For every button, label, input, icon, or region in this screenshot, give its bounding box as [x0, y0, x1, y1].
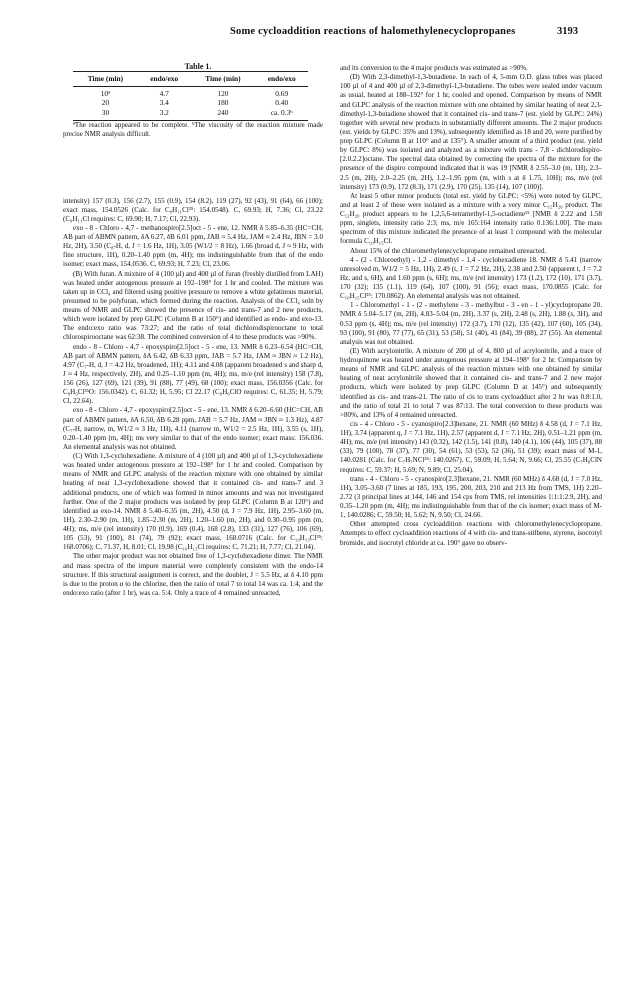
table-cell: 0.69: [275, 88, 289, 98]
table-row: [73, 86, 308, 98]
paragraph: 1 - Chloromethyl - 1 - (2 - methylene - 3 - methylbut - 3 - en - 1 - yl)cyclopropane 20. NMR δ 5.04–5.17 (m, 2H), 4.83–5.04 (m, 2H), 3.37 (s, 2H), 2.48 (s, 2H), 1.88 (s, 3H), and 0.53 ppm (s, 4H); ms, m/e (rel intensity) 172 (3.7), 170 (12), 135 (42), 107 (60), 105 (34), 93 (100), 91 (80), 77 (77), 65 (31), 53 (58), 51 (40), 41 (84), 39 (88), 27 (55). An elemental analysis was not obtained.: [340, 301, 602, 346]
paragraph: intensity) 157 (0.3), 156 (2.7), 155 (0.9), 154 (8.2), 119 (27), 92 (43), 91 (64), 66 (100); exact mass, 154.0526 (Calc. for C₉H₁₁Cl³⁵: 154.0548). C, 69.93; H, 7.36; Cl, 23.22 (C₉H₁₁Cl requires: C, 69.90; H, 7.17; Cl, 22.93).: [63, 196, 323, 223]
paragraph: exo - 8 - Chloro - 4,7 - epoxyspiro[2.5]oct - 5 - ene, 13. NMR δ 6.20–6.60 (HC=CH, AB part of ABMN pattern, δA 6.50, δB 6.28 ppm, JAB = 5.7 Hz, JAM ≈ JBN ≈ 1.3 Hz), 4.87 (C₇-H, narrow, m, W1/2 ≈ 3 Hz, 1H), 4.11 (narrow m, W1/2 = 2.5 Hz, 1H), 3.55 (s, 1H), 0.20–1.40 ppm (m, 4H); ms very similar to that of the endo isomer; exact mass: 156.036. An elemental analysis was not obtained.: [63, 406, 323, 451]
table-cell: 10ª: [100, 88, 111, 98]
table-cell: 240: [190, 108, 255, 120]
running-header: [0, 24, 625, 40]
paragraph: (C) With 1,3-cyclohexadiene. A mixture of 4 (100 µl) and 400 µl of 1,3-cyclohexadiene was heated under autogenous pressure at 192–198° for 1 hr and cooled. Comparison by means of NMR and GLPC analysis of the reaction mixture with one obtained by similar heating of neat 1,3-cyclohexadiene showed that it contained cis- and trans-7 and 3 additional products, one of which was formed in minor amounts and was not investigated further. One of the 2 major products was isolated by prep GLPC (Column B at 120°) and identified as exo-14. NMR δ 5.40–6.35 (m, 2H), 4.50 (d, J = 7.9 Hz, 1H), 2.95–3.60 (m, 1H), 2.30–2.90 (m, 1H), 1.85–2.30 (m, 2H), 1.20–1.60 (m, 2H), and 0.30–0.95 ppm (m, 4H); ms, m/e (rel intensity) 170 (0.9), 169 (0.4), 168 (2.8), 133 (31), 127 (76), 106 (69), 105 (53), 91 (100), 81 (74), 79 (92); exact mass, 168.0716 (Calc. for C₁₀H₁₃Cl³⁵: 168.0706); C, 71.37, H, 8.01; Cl, 19.98 (C₁₀H₁₃Cl requires: C, 71.21; H, 7.77; Cl, 21.04).: [63, 452, 323, 552]
right-column: [340, 64, 602, 548]
table-header: Time (min): [190, 72, 255, 84]
running-title: Some cycloaddition reactions of halomethylenecyclopropanes: [230, 26, 516, 37]
paragraph: At least 5 other minor products (total est. yield by GLPC: <5%) were noted by GLPC, and at least 2 of these were isolated as a mixture with a very minor C₁₂H₂₀ product. The C₁₂H₂₀ product appears to be 1,2,5,6-tetramethyl-1,5-octadiene¹⁵ [NMR δ 2.22 and 1.58 ppm, singlets, intensity ratio 2:3; ms, m/e 165:164 intensity ratio 0.136:1.00]. The mass spectrum of this mixture indicated the presence of at least 1 compound with the molecular formula C₁₀H₁₅Cl.: [340, 191, 602, 246]
table-row: [73, 108, 308, 120]
paragraph: Other attempted cross cycloaddition reactions with chloromethylenecyclopropane. Attempts to effect cycloaddition reactions of 4 with cis- and trans-stilbene, styrene, isocrotyl bromide, and isocrotyl chloride at ca. 190° gave no observ-: [340, 520, 602, 547]
left-column: [63, 62, 323, 598]
paragraph: The other major product was not obtained free of 1,3-cyclohexadiene dimer. The NMR and mass spectra of the impure material were completely consistent with the endo-14 structure. If this structural assignment is correct, and the doublet, J = 5.5 Hz, at δ 4.10 ppm is due to the proton α to the chlorine, then the ratio of total 7 to total 14 was ca. 1:4, and the endo:exo ratio (after 1 hr), was ca. 5:4. Only a trace of 4 remained unreacted,: [63, 552, 323, 597]
paragraph: (B) With furan. A mixture of 4 (100 µl) and 400 µl of furan (freshly distilled from LAH) was heated under autogenous pressure at 192–198° for 1 hr and cooled. The mixture was taken up in CCl₄ and filtered using positive pressure to remove a white gelatinous material, presumed to be polyfuran, which formed during the reaction. Analysis of the CCl₄ soln by means of NMR and GLPC showed the presence of cis- and trans-7 and 2 new products, which were isolated by prep GLPC (Column B at 150°) and identified as endo- and exo-13. The endo:exo ratio was 73:27; and the ratio of total dichlorodispirooctane to total chlorospirooctane was 62:38. The combined conversion of 4 to these products was >90%.: [63, 269, 323, 342]
paragraph: (E) With acrylonitrile. A mixture of 200 µl of 4, 800 µl of acrylonitrile, and a trace of hydroquinone was heated under autogenous pressure at 194–198° for 2 hr. Comparison by means of NMR and GLPC analysis of the reaction mixture with one obtained by similar heating of neat acrylonitrile showed that it contained cis- and trans-7 and 2 new major products, which were isolated by prep GLPC (Column D at 145°) and subsequently identified as cis- and trans-21. The ratio of cis to trans cycloadduct after 2 hr was 0.8:1.0, and the ratio of total 21 to total 7 was 87:13. The total conversion to these products was >80%, and 13% of 4 remained unreacted.: [340, 346, 602, 419]
table-header: Time (min): [73, 72, 138, 84]
table-cell: 0.40: [275, 98, 289, 108]
table-row: [73, 98, 308, 108]
table-header: endo/exo: [138, 72, 191, 84]
paragraph: and its conversion to the 4 major products was estimated as >90%.: [340, 64, 528, 72]
table-cell: ca. 0.3ᵇ: [255, 108, 308, 120]
table-caption: Table 1.: [184, 62, 212, 71]
table-footnote: ªThe reaction appeared to be complete. ᵇThe viscosity of the reaction mixture made precise NMR analysis difficult.: [63, 120, 323, 138]
page-number: 3193: [557, 26, 578, 37]
table-cell: 30: [73, 108, 138, 120]
paragraph: endo - 8 - Chloro - 4,7 - epoxyspiro[2.5]oct - 5 - ene, 13. NMR δ 6.23–6.54 (HC=CH, AB part of ABMN pattern, δA 6.42, δB 6.33 ppm, JAB = 5.7 Hz, JAM ≈ JBN ≈ 1.2 Hz), 4.97 (C₇-H, d, J = 4.2 Hz, broadened, 1H); 4.11 and 4.08 (apparent broadened s and sharp d, J ≈ 4 Hz, respectively, 2H), and 0.25–1.10 ppm (m, 4H); ms, m/e (rel intensity) 158 (7.8), 156 (26), 127 (69), 121 (39), 91 (88), 77 (49), 68 (100); exact mass, 156.0356 (Calc. for C₈H₉Cl³⁵O: 156.0342). C, 61.32; H, 5.95; Cl 22.17 (C₈H₉ClO requires: C, 61.35; H, 5.79; Cl, 22.64).: [63, 342, 323, 406]
paragraph: About 15% of the chloromethylenecyclopropane remained unreacted.: [350, 246, 547, 255]
table-cell: 180: [217, 98, 229, 108]
table-cell: 3.4: [159, 98, 169, 108]
paragraph: exo - 8 - Chloro - 4,7 - methanospiro[2.5]oct - 5 - ene, 12. NMR δ 5.85–6.35 (HC=CH, AB part of ABMN pattern, δA 6.27, δB 6.01 ppm, JAB ≈ 5.4 Hz, JAM ≈ 2.4 Hz, JBN = 3.0 Hz, 2H), 3.50 (C₈-H, d, J = 1.6 Hz, 1H), 3.05 (W1/2 = 8 Hz), 1.66 (broad d, J ≈ 9 Hz, with fine structure, 1H), 0.20–1.40 ppm (m, 4H); ms indistinguishable from that of the endo isomer; exact mass, 154.0536. C, 69.93; H, 7.23; Cl, 23.06.: [63, 223, 323, 269]
paragraph: 4 - (2 - Chloroethyl) - 1,2 - dimethyl - 1,4 - cyclohexadiene 18. NMR δ 5.41 (narrow unresolved m, W1/2 = 5 Hz, 1H), 2.49 (t, J = 7.2 Hz, 2H), 2.38 and 2.50 (apparent t, J = 7.2 Hz, and s, 6H), and 1.60 ppm (s, 6H); ms, m/e (rel intensity) 173 (1.2), 172 (10), 171 (3.7), 170 (32); 135 (1.1), 119 (64), 107 (100), 91 (56); exact mass, 170.0855 (Calc. for C₁₀H₁₅Cl³⁵: 170.0862). An elemental analysis was not obtained.: [340, 255, 602, 301]
paragraph: (D) With 2,3-dimethyl-1,3-butadiene. In each of 4, 5-mm O.D. glass tubes was placed 100 µl of 4 and 400 µl of 2,3-dimethyl-1,3-butadiene. The tubes were sealed under vacuum as usual, heated at 188–192° for 1 hr, cooled and opened. Comparison by means of NMR and GLPC analysis of the reaction mixture with one obtained by similar heating of neat 2,3-dimethyl-1,3-butadiene showed that it contained cis- and trans-7 (est. yield by GLPC: 24%) together with several new products in substantially different amounts. The 2 major products (est. yields by GLPC: 35% and 13%), subsequently identified as 18 and 20, were purified by prep GLPC (Column B at 110° and at 135°). A smaller amount of a third product (est. yield by GLPC: 8%) was isolated and analyzed as a mixture with trans - 7,8 - dichlorodispiro-[2.0.2.2]octane. The spectral data obtained by correcting the spectra of the mixture for the presence of the dispiro compound indicated that it was 19 [NMR δ 2.55–3.0 (m, 1H), 2.3–2.5 (m, 2H), 2.0–2.25 (m, 2H), 1.2–1.95 ppm (m, with s at δ 1.75, 10H); ms, m/e (rel intensity) 173 (0.9), 172 (8.3), 171 (2.9), 170 (25), 135 (14), 107 (100)].: [340, 73, 602, 191]
paragraph: cis - 4 - Chloro - 5 - cyanospiro[2.3]hexane, 21. NMR (60 MHz) δ 4.58 (d, J = 7.1 Hz, 1H), 3.74 (apparent q, J = 7.1 Hz, 1H), 2.57 (apparent d, J = 7.1 Hz, 2H), 0.51–1.21 ppm (m, 4H); ms, m/e (rel intensity) 143 (0.32), 142 (1.5), 141 (0.8), 140 (4.1), 106 (44), 105 (37), 88 (33), 79 (100), 78 (37), 77 (30), 54 (61), 53 (53), 52 (36), 51 (39); exact mass of M-1, 140.0281 (Calc. for C₇H₇NCl³⁵: 140.0267). C, 59.09; H, 5.64; N, 9.66; Cl, 25.55 (C₇H₈ClN requires: C, 59.37; H, 5.69; N, 9.89; Cl, 25.04).: [340, 419, 602, 474]
table-cell: 4.7: [159, 88, 169, 98]
table-cell: 3.2: [138, 108, 191, 120]
table-1: [73, 71, 308, 120]
table-cell: 20: [101, 98, 110, 108]
table-header: endo/exo: [255, 72, 308, 84]
table-cell: 120: [217, 88, 229, 98]
paragraph: trans - 4 - Chloro - 5 - cyanospiro[2.3]hexane, 21. NMR (60 MHz) δ 4.68 (d, J = 7.0 Hz, 1H), 3.05–3.60 (7 lines at 185, 193, 195, 200, 203, 210 and 213 Hz from TMS, 1H) 2.20–2.72 (3 principal lines at 144, 146 and 154 cps from TMS, rel intensities 1:1:1:2.9, 2H), and 0.35–1.20 ppm (m, 4H); ms indistinguishable from that of the cis isomer; exact mass of M-1, 140.0286; C, 59.50; H, 5.62; N, 9.50; Cl, 24.66.: [340, 474, 602, 520]
